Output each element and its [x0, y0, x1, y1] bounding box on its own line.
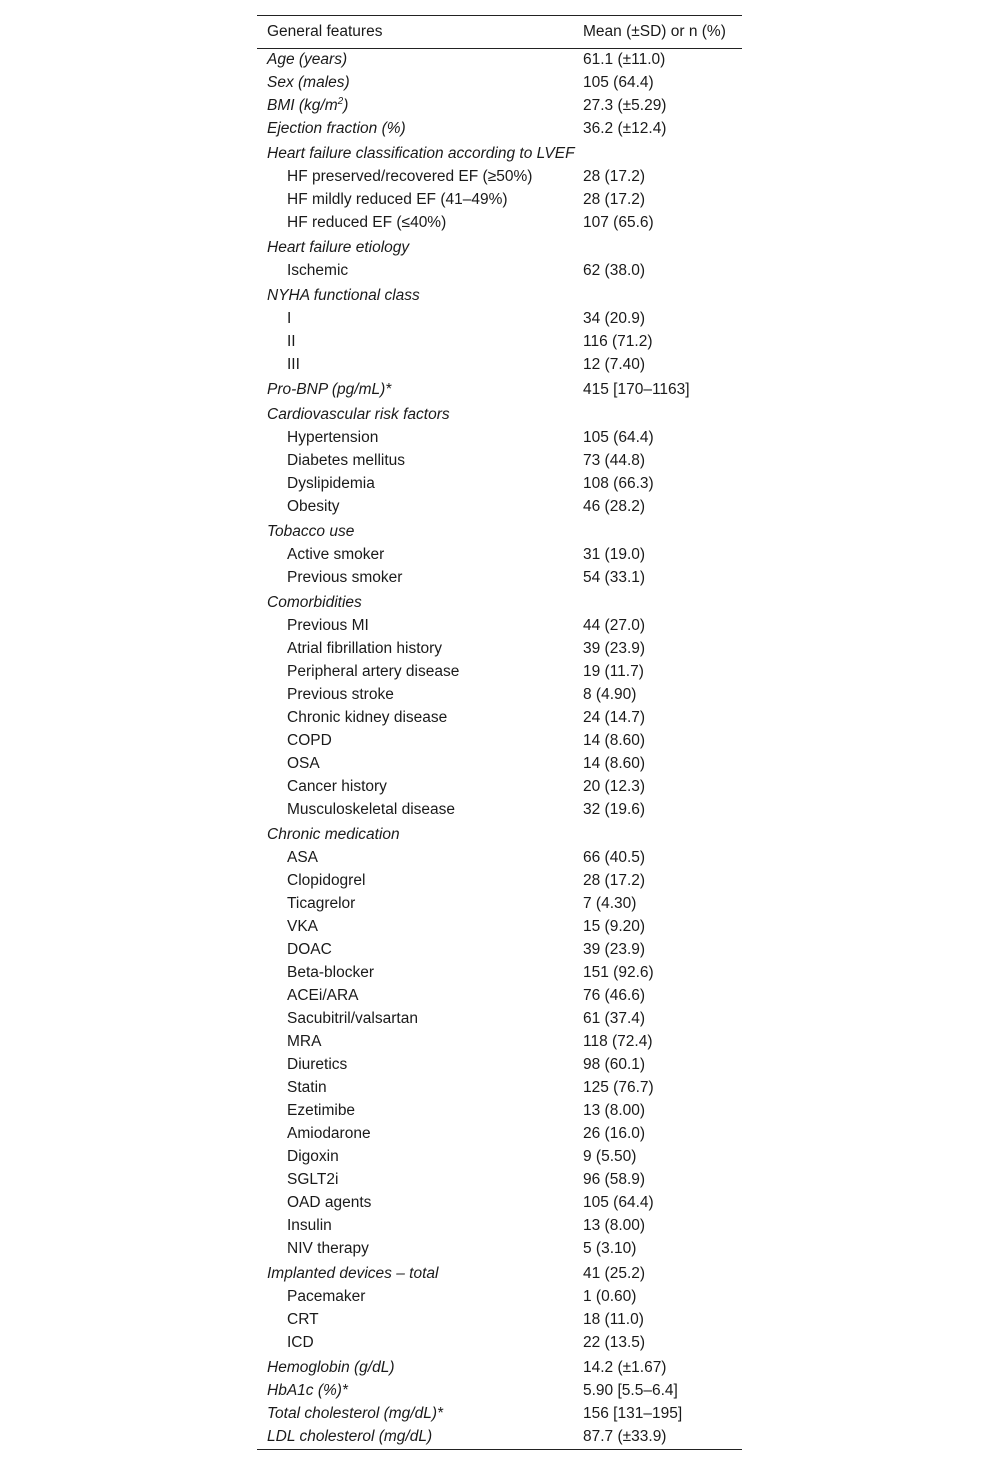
- row-value: 41 (25.2): [583, 1265, 646, 1282]
- table-row: [257, 260, 742, 283]
- row-value: 62 (38.0): [583, 262, 646, 279]
- table-row: [257, 331, 742, 354]
- row-value: 5 (3.10): [583, 1240, 637, 1257]
- row-label: OSA: [287, 755, 320, 772]
- row-label: HbA1c (%)*: [267, 1382, 348, 1399]
- table-row: [257, 916, 742, 939]
- row-label: OAD agents: [287, 1194, 372, 1211]
- table-row: [257, 49, 742, 72]
- row-value: 156 [131–195]: [583, 1405, 683, 1422]
- row-label: Ischemic: [287, 262, 349, 279]
- row-label: Hemoglobin (g/dL): [267, 1359, 395, 1376]
- row-value: 26 (16.0): [583, 1125, 646, 1142]
- row-label: ASA: [287, 849, 319, 866]
- row-label: Age (years): [267, 51, 348, 68]
- table-row: [257, 283, 742, 308]
- row-label: Tobacco use: [267, 523, 355, 540]
- row-label: Atrial fibrillation history: [287, 640, 443, 657]
- row-value: 12 (7.40): [583, 356, 646, 373]
- row-value: 116 (71.2): [583, 333, 653, 350]
- table-row: [257, 1146, 742, 1169]
- row-label: Chronic kidney disease: [287, 709, 448, 726]
- table-row: [257, 166, 742, 189]
- row-value: 5.90 [5.5–6.4]: [583, 1382, 678, 1399]
- row-label: HF mildly reduced EF (41–49%): [287, 191, 508, 208]
- table-row: [257, 847, 742, 870]
- table-row: [257, 519, 742, 544]
- table-row: [257, 308, 742, 331]
- table-row: [257, 1192, 742, 1215]
- row-value: 34 (20.9): [583, 310, 646, 327]
- table-row: [257, 118, 742, 141]
- row-label: DOAC: [287, 941, 332, 958]
- table-row: [257, 1123, 742, 1146]
- row-value: 36.2 (±12.4): [583, 120, 667, 137]
- table-row: [257, 496, 742, 519]
- row-value: 19 (11.7): [583, 663, 644, 680]
- row-label: Sacubitril/valsartan: [287, 1010, 418, 1027]
- table-row: [257, 730, 742, 753]
- table-row: [257, 72, 742, 95]
- row-value: 39 (23.9): [583, 941, 646, 958]
- table-row: [257, 354, 742, 377]
- row-value: 27.3 (±5.29): [583, 97, 667, 114]
- row-value: 28 (17.2): [583, 191, 646, 208]
- row-value: 73 (44.8): [583, 452, 646, 469]
- row-value: 125 (76.7): [583, 1079, 654, 1096]
- row-label-text: BMI (kg/m: [267, 97, 338, 114]
- row-label-tail: ): [343, 97, 349, 114]
- row-label: Beta-blocker: [287, 964, 375, 981]
- row-label: Obesity: [287, 498, 340, 515]
- row-value: 18 (11.0): [583, 1311, 644, 1328]
- table-row: [257, 870, 742, 893]
- row-value: 28 (17.2): [583, 168, 646, 185]
- table-row: [257, 95, 742, 118]
- row-label: Musculoskeletal disease: [287, 801, 456, 818]
- row-value: 118 (72.4): [583, 1033, 653, 1050]
- table-row: [257, 1355, 742, 1380]
- row-value: 28 (17.2): [583, 872, 646, 889]
- table-row: [257, 939, 742, 962]
- row-label: [267, 97, 348, 115]
- table-row: [257, 141, 742, 166]
- header-general-features: General features: [267, 23, 383, 40]
- row-value: 9 (5.50): [583, 1148, 637, 1165]
- row-value: 14 (8.60): [583, 755, 646, 772]
- table-body: [257, 49, 742, 1449]
- row-label: Sex (males): [267, 74, 350, 91]
- row-label: Digoxin: [287, 1148, 339, 1165]
- row-label: LDL cholesterol (mg/dL): [267, 1428, 433, 1445]
- row-value: 39 (23.9): [583, 640, 646, 657]
- table-row: [257, 1286, 742, 1309]
- table-row: [257, 473, 742, 496]
- row-label: NIV therapy: [287, 1240, 369, 1257]
- row-value: 66 (40.5): [583, 849, 646, 866]
- table-row: [257, 1008, 742, 1031]
- table-header-row: [257, 16, 742, 49]
- table-row: [257, 1100, 742, 1123]
- header-mean-sd-n: Mean (±SD) or n (%): [583, 23, 726, 40]
- row-value: 87.7 (±33.9): [583, 1428, 667, 1445]
- table-row: [257, 707, 742, 730]
- table-row: [257, 235, 742, 260]
- row-label: Amiodarone: [287, 1125, 371, 1142]
- row-value: 96 (58.9): [583, 1171, 646, 1188]
- table-row: [257, 985, 742, 1008]
- row-label: Diabetes mellitus: [287, 452, 406, 469]
- row-label: Chronic medication: [267, 826, 400, 843]
- table-row: [257, 776, 742, 799]
- table-row: [257, 1077, 742, 1100]
- table-row: [257, 450, 742, 473]
- row-label: Dyslipidemia: [287, 475, 375, 492]
- row-value: 46 (28.2): [583, 498, 646, 515]
- row-value: 44 (27.0): [583, 617, 646, 634]
- table-row: [257, 1169, 742, 1192]
- table-row: [257, 1403, 742, 1426]
- row-label: Insulin: [287, 1217, 332, 1234]
- row-label: ICD: [287, 1334, 314, 1351]
- table-row: [257, 1261, 742, 1286]
- row-value: 15 (9.20): [583, 918, 646, 935]
- row-label: CRT: [287, 1311, 319, 1328]
- row-label: II: [287, 333, 296, 350]
- table-row: [257, 684, 742, 707]
- row-label: Statin: [287, 1079, 327, 1096]
- table-row: [257, 753, 742, 776]
- row-label: Ejection fraction (%): [267, 120, 406, 137]
- row-label: NYHA functional class: [267, 287, 420, 304]
- table-row: [257, 661, 742, 684]
- row-label: Heart failure classification according to LVEF: [267, 145, 575, 162]
- row-label: Pacemaker: [287, 1288, 366, 1305]
- row-label: Ezetimibe: [287, 1102, 356, 1119]
- table-row: [257, 402, 742, 427]
- row-value: 14.2 (±1.67): [583, 1359, 667, 1376]
- row-label: Clopidogrel: [287, 872, 366, 889]
- row-value: 108 (66.3): [583, 475, 654, 492]
- row-label: I: [287, 310, 292, 327]
- row-value: 32 (19.6): [583, 801, 646, 818]
- row-value: 105 (64.4): [583, 1194, 654, 1211]
- row-label: ACEi/ARA: [287, 987, 359, 1004]
- row-label: Total cholesterol (mg/dL)*: [267, 1405, 444, 1422]
- row-value: 7 (4.30): [583, 895, 637, 912]
- row-value: 24 (14.7): [583, 709, 646, 726]
- table-row: [257, 567, 742, 590]
- row-value: 415 [170–1163]: [583, 381, 690, 398]
- row-value: 13 (8.00): [583, 1217, 646, 1234]
- table-row: [257, 1215, 742, 1238]
- row-label: Cancer history: [287, 778, 387, 795]
- row-label: Previous smoker: [287, 569, 403, 586]
- table-row: [257, 962, 742, 985]
- row-value: 1 (0.60): [583, 1288, 637, 1305]
- row-value: 8 (4.90): [583, 686, 637, 703]
- row-label-superscript: 2: [337, 95, 344, 107]
- table-row: [257, 590, 742, 615]
- table-row: [257, 615, 742, 638]
- table-row: [257, 212, 742, 235]
- row-label: HF preserved/recovered EF (≥50%): [287, 168, 533, 185]
- table-row: [257, 377, 742, 402]
- row-label: MRA: [287, 1033, 322, 1050]
- row-label: Ticagrelor: [287, 895, 356, 912]
- row-label: COPD: [287, 732, 332, 749]
- table-row: [257, 1332, 742, 1355]
- row-label: Hypertension: [287, 429, 379, 446]
- row-label: Active smoker: [287, 546, 385, 563]
- row-label: Previous MI: [287, 617, 369, 634]
- row-value: 20 (12.3): [583, 778, 646, 795]
- table-row: [257, 189, 742, 212]
- row-label: Cardiovascular risk factors: [267, 406, 450, 423]
- table-row: [257, 1238, 742, 1261]
- row-value: 151 (92.6): [583, 964, 654, 981]
- row-value: 22 (13.5): [583, 1334, 646, 1351]
- row-label: Peripheral artery disease: [287, 663, 460, 680]
- table-row: [257, 427, 742, 450]
- row-label: III: [287, 356, 300, 373]
- row-label: Implanted devices – total: [267, 1265, 439, 1282]
- row-value: 13 (8.00): [583, 1102, 646, 1119]
- row-value: 105 (64.4): [583, 74, 654, 91]
- row-label: Previous stroke: [287, 686, 394, 703]
- row-value: 61 (37.4): [583, 1010, 646, 1027]
- row-label: VKA: [287, 918, 319, 935]
- baseline-characteristics-table: [257, 15, 742, 1450]
- row-label: Comorbidities: [267, 594, 362, 611]
- table-row: [257, 893, 742, 916]
- row-value: 98 (60.1): [583, 1056, 646, 1073]
- table-row: [257, 1054, 742, 1077]
- row-value: 31 (19.0): [583, 546, 646, 563]
- table-row: [257, 638, 742, 661]
- table-row: [257, 822, 742, 847]
- row-label: Heart failure etiology: [267, 239, 410, 256]
- row-label: HF reduced EF (≤40%): [287, 214, 447, 231]
- table-row: [257, 799, 742, 822]
- row-label: Pro-BNP (pg/mL)*: [267, 381, 392, 398]
- table-row: [257, 544, 742, 567]
- table-row: [257, 1380, 742, 1403]
- row-value: 61.1 (±11.0): [583, 51, 666, 68]
- row-value: 76 (46.6): [583, 987, 646, 1004]
- row-value: 14 (8.60): [583, 732, 646, 749]
- row-value: 54 (33.1): [583, 569, 646, 586]
- table-row: [257, 1426, 742, 1449]
- row-value: 107 (65.6): [583, 214, 654, 231]
- table-row: [257, 1309, 742, 1332]
- row-label: SGLT2i: [287, 1171, 339, 1188]
- row-label: Diuretics: [287, 1056, 348, 1073]
- row-value: 105 (64.4): [583, 429, 654, 446]
- table-row: [257, 1031, 742, 1054]
